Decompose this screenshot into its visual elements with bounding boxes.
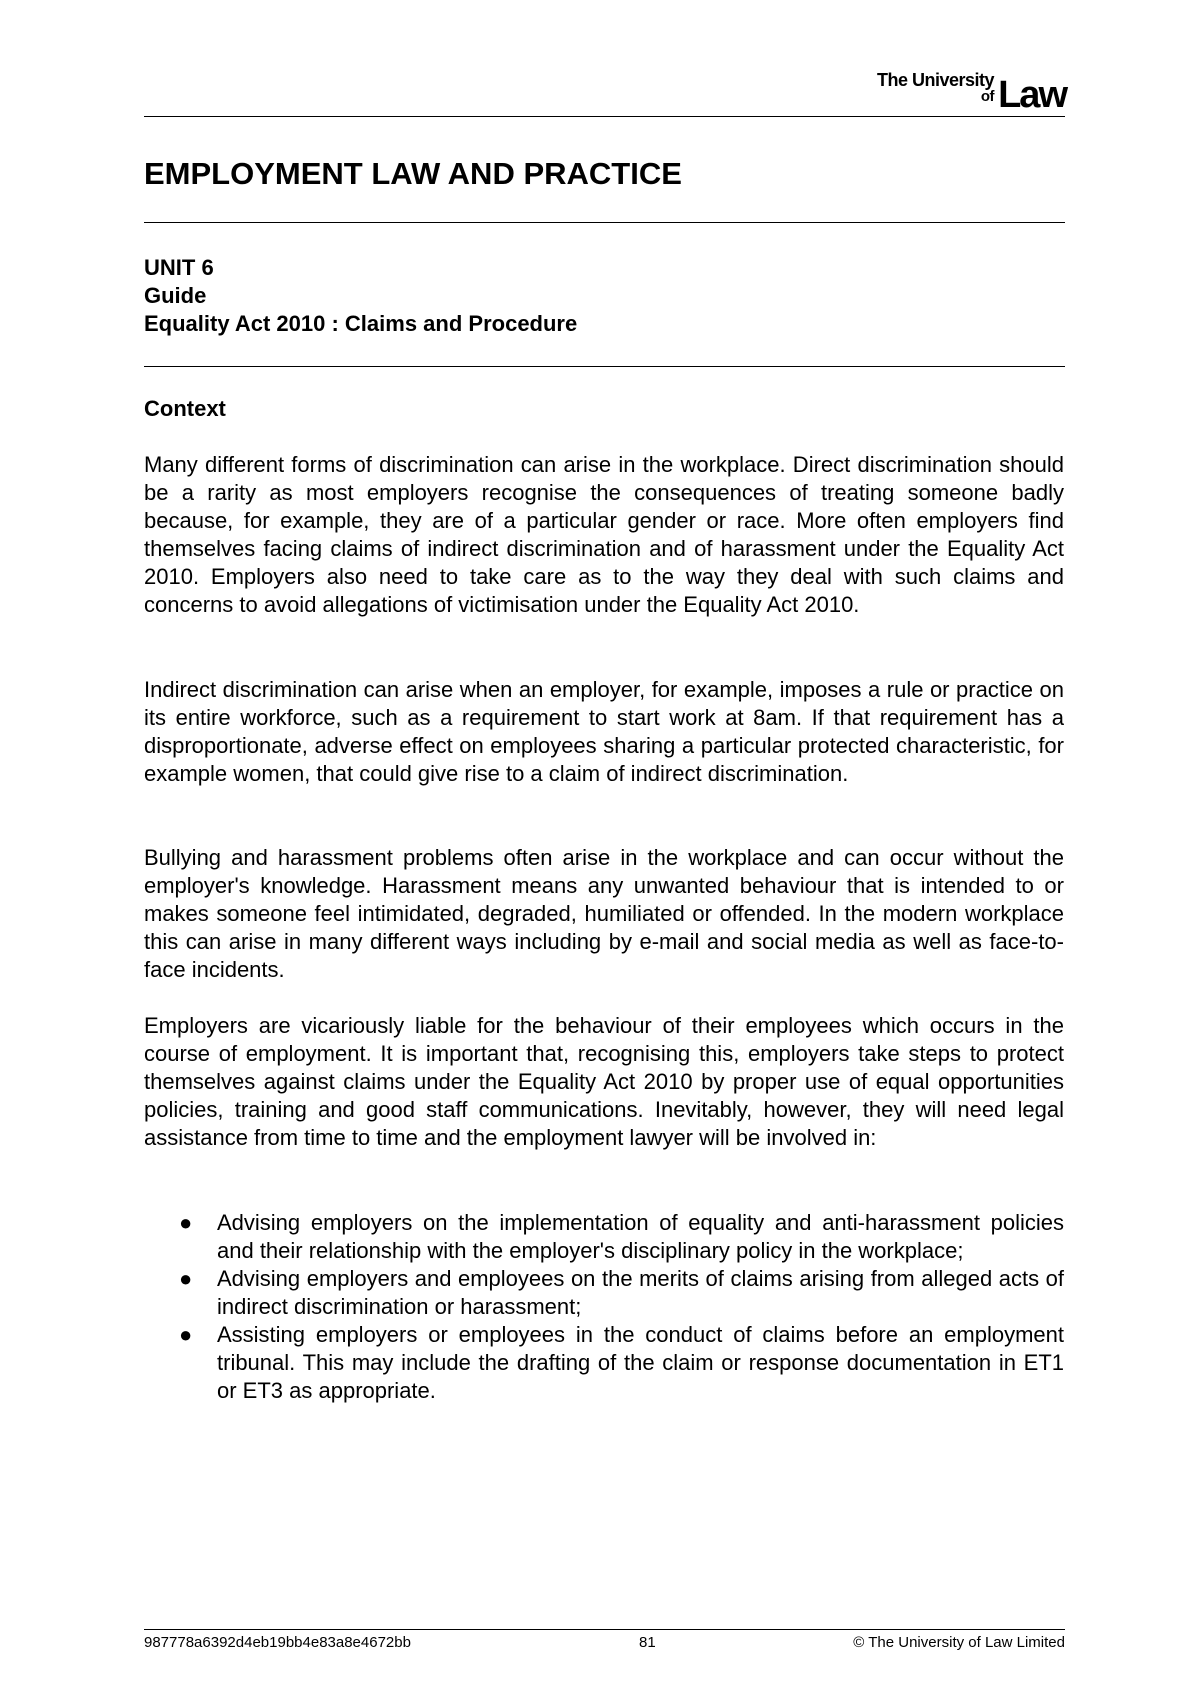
unit-divider xyxy=(144,366,1065,367)
logo-line-1: The University xyxy=(876,70,994,90)
unit-number: UNIT 6 xyxy=(144,255,214,280)
logo-line-3: Law xyxy=(998,74,1066,116)
bullet-icon: ● xyxy=(179,1210,193,1235)
unit-block xyxy=(144,254,577,338)
list-item xyxy=(144,1209,1064,1265)
title-divider xyxy=(144,222,1065,223)
footer-copyright: © The University of Law Limited xyxy=(853,1634,1065,1651)
list-item-text: Advising employers and employees on the merits of claims arising from alleged acts of indirect discrimination or harassment; xyxy=(217,1266,1064,1319)
paragraph: Bullying and harassment problems often arise in the workplace and can occur without the employer's knowledge. Harassment means any unwanted behaviour that is intended to or makes someone feel intimidated, degraded, humiliated or offended. In the modern workplace this can arise in many different ways including by e-mail and social media as well as face-to-face incidents. xyxy=(144,845,1064,982)
unit-subject: Equality Act 2010 : Claims and Procedure xyxy=(144,311,578,336)
paragraph: Employers are vicariously liable for the behaviour of their employees which occurs in the course of employment. It is important that, recognising this, employers take steps to protect themselves against claims under the Equality Act 2010 by proper use of equal opportunities policies, training and good staff communications. Inevitably, however, they will need legal assistance from time to time and the employment lawyer will be involved in: xyxy=(144,1013,1064,1150)
paragraph: Many different forms of discrimination can arise in the workplace. Direct discrimination should be a rarity as most employers recognise the consequences of treating someone badly because, for example, they are of a particular gender or race. More often employers find themselves facing claims of indirect discrimination and of harassment under the Equality Act 2010. Employers also need to take care as to the way they deal with such claims and concerns to avoid allegations of victimisation under the Equality Act 2010. xyxy=(144,452,1064,617)
unit-type: Guide xyxy=(144,283,207,308)
section-heading: Context xyxy=(144,396,226,421)
page-title: EMPLOYMENT LAW AND PRACTICE xyxy=(144,156,682,191)
list-item-text: Assisting employers or employees in the conduct of claims before an employment tribunal. This may include the drafting of the claim or response documentation in ET1 or ET3 as appropriate. xyxy=(217,1322,1064,1403)
list-item xyxy=(144,1265,1064,1321)
bullet-list xyxy=(144,1209,1064,1405)
paragraph: Indirect discrimination can arise when an employer, for example, imposes a rule or practice on its entire workforce, such as a requirement to start work at 8am. If that requirement has a disproportionate, adverse effect on employees sharing a particular protected characteristic, for example women, that could give rise to a claim of indirect discrimination. xyxy=(144,677,1064,786)
footer-doc-id: 987778a6392d4eb19bb4e83a8e4672bb xyxy=(144,1634,411,1651)
header-divider xyxy=(144,116,1065,117)
bullet-icon: ● xyxy=(179,1266,193,1291)
list-item-text: Advising employers on the implementation of equality and anti-harassment policies and their relationship with the employer's disciplinary policy in the workplace; xyxy=(217,1210,1064,1263)
logo-line-2: of xyxy=(980,88,994,105)
bullet-icon: ● xyxy=(179,1322,193,1347)
footer-page-number: 81 xyxy=(639,1634,656,1651)
footer-divider xyxy=(144,1629,1065,1630)
university-logo xyxy=(860,70,1066,116)
list-item xyxy=(144,1321,1064,1405)
